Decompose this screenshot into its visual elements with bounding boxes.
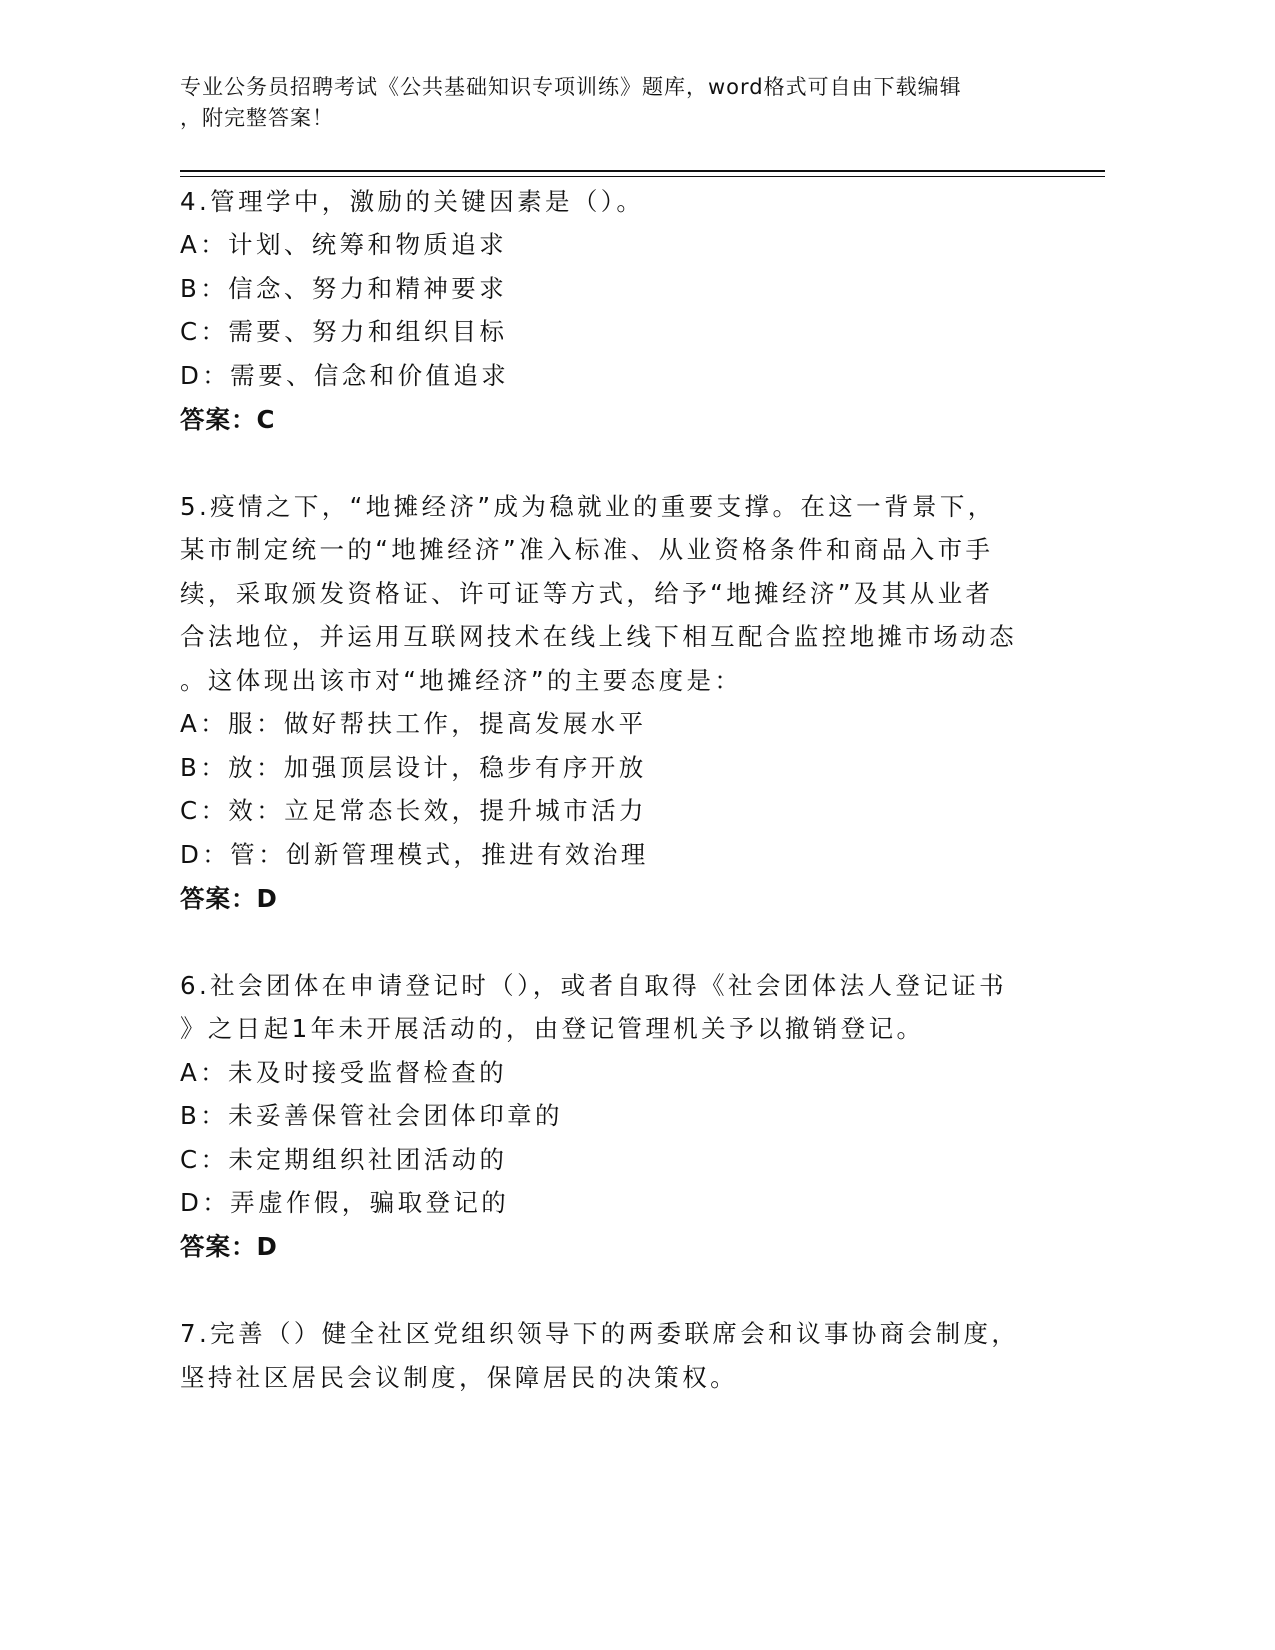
question-5-option-d: D：管：创新管理模式，推进有效治理 (180, 840, 649, 869)
question-5-option-c: C：效：立足常态长效，提升城市活力 (180, 796, 647, 825)
document-header-line-1: 专业公务员招聘考试《公共基础知识专项训练》题库，word格式可自由下载编辑 (180, 75, 962, 99)
question-4-option-c: C：需要、努力和组织目标 (180, 317, 508, 346)
question-5-stem-line-4: 合法地位，并运用互联网技术在线上线下相互配合监控地摊市场动态 (180, 622, 1017, 651)
question-7-stem-line-1: 7.完善（）健全社区党组织领导下的两委联席会和议事协商会制度， (180, 1319, 1020, 1348)
question-6-option-d: D：弄虚作假，骗取登记的 (180, 1188, 510, 1217)
header-divider-bottom (180, 176, 1105, 177)
question-5-stem-line-3: 续，采取颁发资格证、许可证等方式，给予“地摊经济”及其从业者 (180, 579, 994, 608)
question-5-stem-line-5: 。这体现出该市对“地摊经济”的主要态度是： (180, 666, 743, 695)
question-4-option-d: D：需要、信念和价值追求 (180, 361, 510, 390)
question-5-stem-line-2: 某市制定统一的“地摊经济”准入标准、从业资格条件和商品入市手 (180, 535, 994, 564)
question-4-option-a: A：计划、统筹和物质追求 (180, 230, 508, 259)
question-7-stem-line-2: 坚持社区居民会议制度，保障居民的决策权。 (180, 1363, 738, 1392)
question-5-option-a: A：服：做好帮扶工作，提高发展水平 (180, 709, 647, 738)
header-divider-top (180, 170, 1105, 172)
question-6-stem-line-2: 》之日起1年未开展活动的，由登记管理机关予以撤销登记。 (180, 1014, 925, 1043)
document-header-line-2: ，附完整答案！ (180, 106, 334, 130)
question-5-option-b: B：放：加强顶层设计，稳步有序开放 (180, 753, 647, 782)
question-4-stem: 4.管理学中，激励的关键因素是（）。 (180, 187, 645, 216)
question-6-option-a: A：未及时接受监督检查的 (180, 1058, 508, 1087)
question-6-answer: 答案：D (180, 1232, 278, 1261)
question-4-answer: 答案：C (180, 405, 276, 434)
question-6-option-c: C：未定期组织社团活动的 (180, 1145, 508, 1174)
question-5-answer: 答案：D (180, 884, 278, 913)
question-5-stem-line-1: 5.疫情之下，“地摊经济”成为稳就业的重要支撑。在这一背景下， (180, 492, 996, 521)
question-6-option-b: B：未妥善保管社会团体印章的 (180, 1101, 563, 1130)
question-6-stem-line-1: 6.社会团体在申请登记时（），或者自取得《社会团体法人登记证书 (180, 971, 1008, 1000)
question-4-option-b: B：信念、努力和精神要求 (180, 274, 508, 303)
